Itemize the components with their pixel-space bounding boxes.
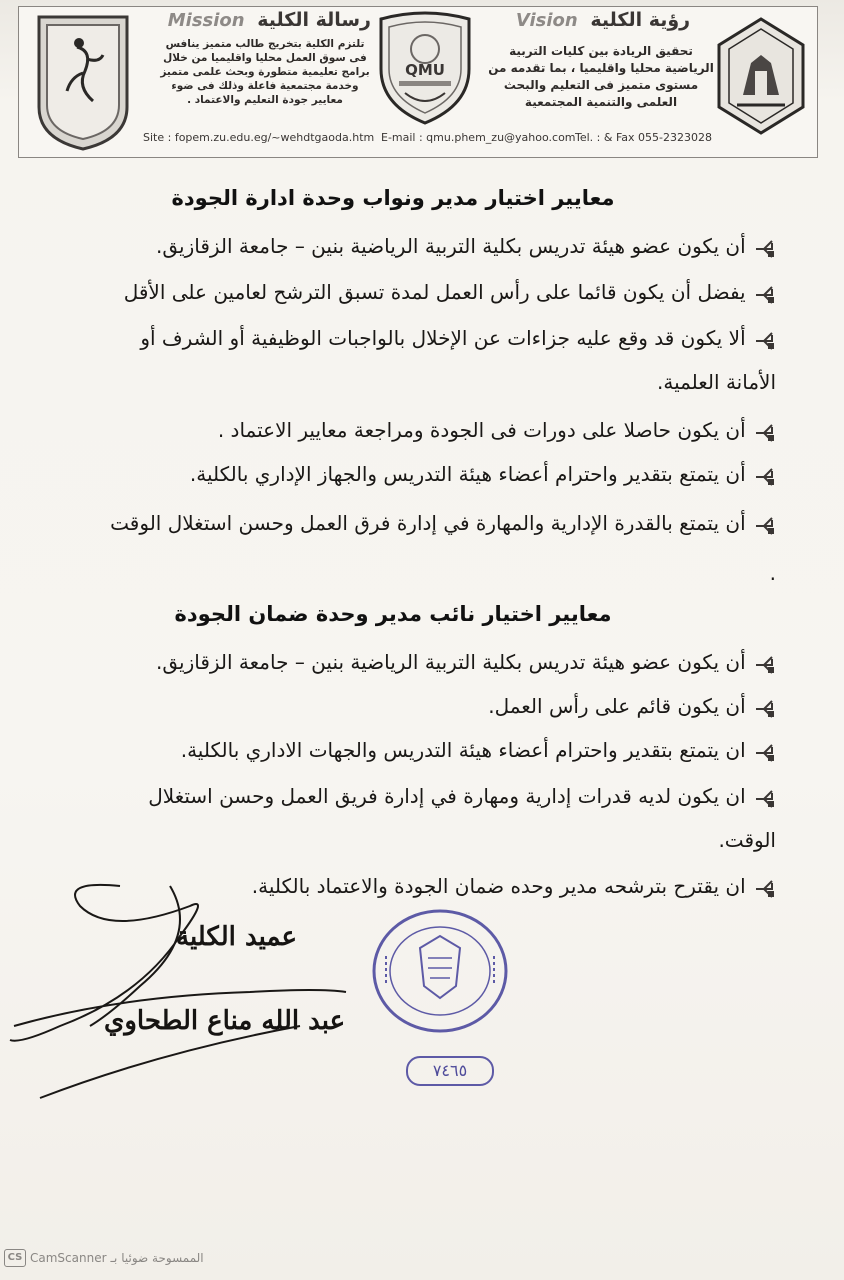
list-item (100, 728, 776, 772)
list-item (100, 498, 776, 598)
phone-text: Tel. : & Fax 055-2323028 (575, 131, 712, 144)
list-item-text: يفضل أن يكون قائما على رأس العمل لمدة تسبق الترشح لعامين على الأقل (123, 280, 746, 304)
list-item-text: أن يتمتع بتقدير واحترام أعضاء هيئة التدريس والجهاز الإداري بالكلية. (189, 462, 746, 486)
vision-heading (503, 9, 703, 31)
section1-title: معايير اختيار مدير ونواب وحدة ادارة الجودة (171, 186, 615, 210)
list-item (100, 270, 776, 314)
vision-heading-ar: رؤية الكلية (590, 9, 691, 31)
serial-number: ٧٤٦٥ (406, 1056, 494, 1086)
list-item (100, 224, 776, 268)
camscanner-icon: CS (4, 1249, 26, 1267)
list-item-text: ان يقترح بترشحه مدير وحده ضمان الجودة والاعتماد بالكلية. (251, 874, 746, 898)
list-item-text: ان يكون لديه قدرات إدارية ومهارة في إدارة فريق العمل وحسن استغلال الوقت. (148, 784, 776, 852)
arrow-bullet-icon (754, 653, 776, 675)
list-item-text: ان يتمتع بتقدير واحترام أعضاء هيئة التدريس والجهات الاداري بالكلية. (180, 738, 746, 762)
arrow-bullet-icon (754, 741, 776, 763)
arrow-bullet-icon (754, 877, 776, 899)
arrow-bullet-icon (754, 697, 776, 719)
list-item-text: ألا يكون قد وقع عليه جزاءات عن الإخلال بالواجبات الوظيفية أو الشرف أو الأمانة العلمية. (140, 326, 776, 394)
list-item-text: أن يكون حاصلا على دورات فى الجودة ومراجعة معايير الاعتماد . (217, 418, 746, 442)
scanner-watermark (0, 1248, 204, 1268)
email-text: E-mail : qmu.phem_zu@yahoo.com (381, 131, 576, 144)
arrow-bullet-icon (754, 283, 776, 305)
arrow-bullet-icon (754, 787, 776, 809)
list-item-text: أن يكون عضو هيئة تدريس بكلية التربية الرياضية بنين – جامعة الزقازيق. (155, 234, 746, 258)
qmu-logo (375, 9, 475, 127)
list-item-text: أن يكون قائم على رأس العمل. (488, 694, 746, 718)
camscanner-text: الممسوحة ضوئيا بـ (110, 1251, 204, 1265)
list-item (100, 316, 776, 404)
vision-text: تحقيق الريادة بين كليات التربية الرياضية محليا واقليميا ، بما تقدمه من مستوى متميز فى التعليم والبحث العلمى والتنمية المجتمعية (488, 44, 714, 109)
official-stamp (370, 906, 510, 1036)
mission-text: تلتزم الكلية بتخريج طالب متميز ينافس فى سوق العمل محليا واقليميا من خلال برامج تعليمية متطورة وبحث علمى متميز وخدمة مجتمعية فاعلة وذلك فى ضوء معايير جودة التعليم والاعتماد . (160, 38, 370, 106)
letterhead (18, 6, 818, 158)
arrow-bullet-icon (754, 465, 776, 487)
list-item (100, 452, 776, 496)
mission-heading-en: Mission (167, 10, 245, 31)
arrow-bullet-icon (754, 421, 776, 443)
list-item (100, 640, 776, 684)
list-item (100, 774, 776, 862)
list-item (100, 684, 776, 728)
mission-heading (167, 9, 371, 31)
dean-name: عبد الله مناع الطحاوي (104, 1006, 346, 1036)
arrow-bullet-icon (754, 237, 776, 259)
vision-heading-en: Vision (515, 10, 578, 31)
zagazig-university-logo (715, 15, 807, 137)
faculty-logo-left (33, 11, 133, 153)
qmu-logo-text: QMU (405, 61, 445, 79)
section2-title: معايير اختيار نائب مدير وحدة ضمان الجودة (174, 602, 612, 626)
arrow-bullet-icon (754, 329, 776, 351)
mission-heading-ar: رسالة الكلية (257, 9, 371, 31)
list-item (100, 408, 776, 452)
website-text: Site : fopem.zu.edu.eg/~wehdtgaoda.htm (143, 131, 375, 144)
handwritten-signature (0, 876, 350, 1116)
dean-title: عميد الكلية (176, 922, 297, 952)
list-item-text: أن يتمتع بالقدرة الإدارية والمهارة في إدارة فرق العمل وحسن استغلال الوقت . (110, 511, 776, 585)
arrow-bullet-icon (754, 514, 776, 536)
list-item-text: أن يكون عضو هيئة تدريس بكلية التربية الرياضية بنين – جامعة الزقازيق. (155, 650, 746, 674)
camscanner-name: CamScanner (30, 1251, 107, 1265)
